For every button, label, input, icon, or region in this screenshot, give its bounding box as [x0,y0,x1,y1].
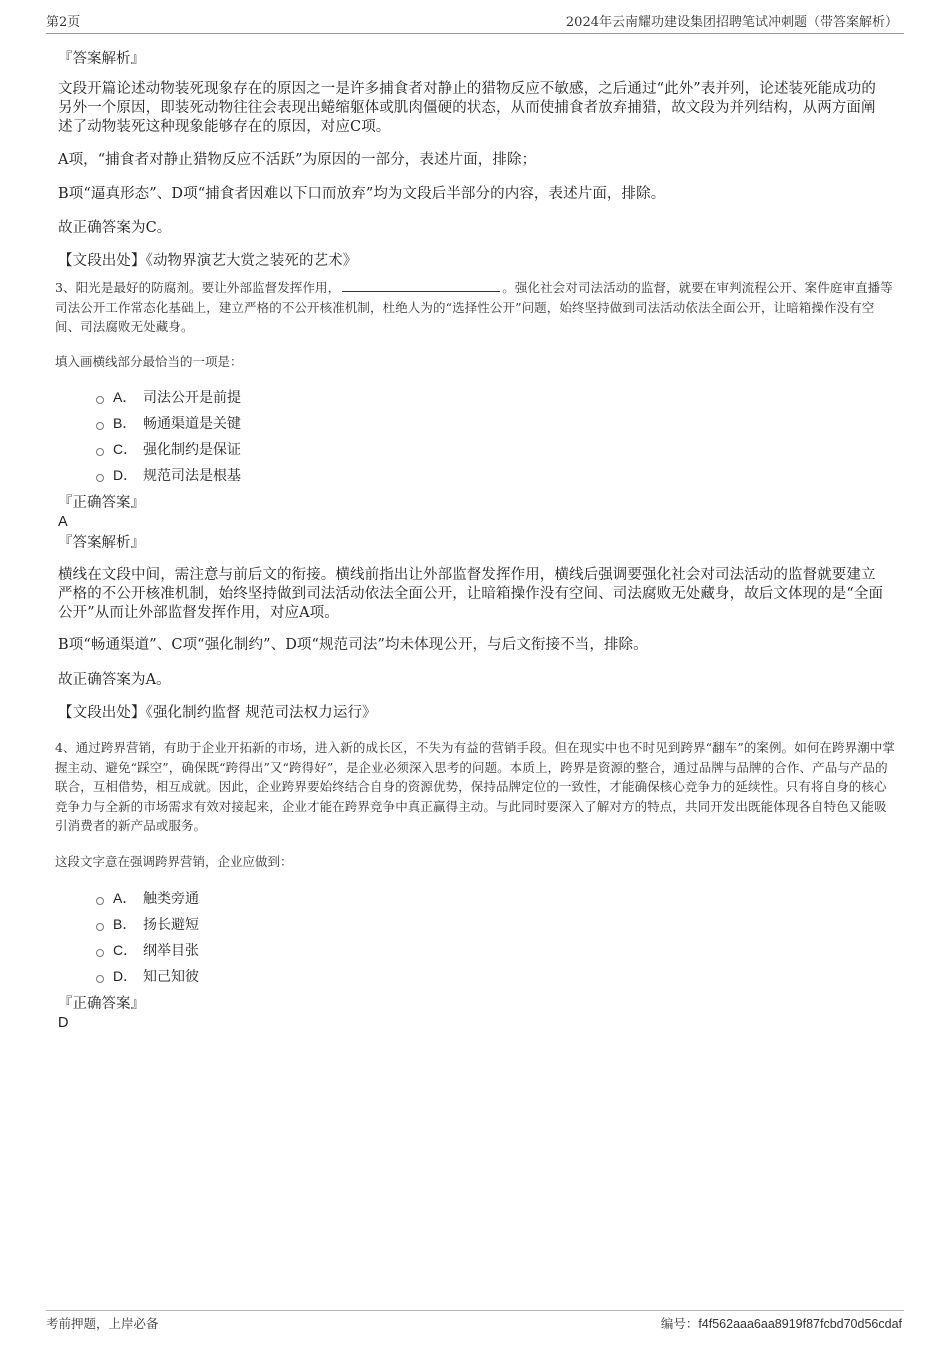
q2-analysis-tag: 『答案解析』 [58,51,145,67]
q2-analysis-paragraph: 文段开篇论述动物装死现象存在的原因之一是许多捕食者对静止的猎物反应不敏感，之后通过“此外”表并列，论述装死能成功的另外一个原因，即装死动物往往会表现出蜷缩躯体或肌肉僵硬的状态，从而使捕食者放弃捕猎，故文段为并列结构，从两方面阐述了动物装死这种现象能够存在的原因，对应C项。 [58,81,877,135]
q3-analysis-paragraph: 横线在文段中间，需注意与前后文的衔接。横线前指出让外部监督发挥作用，横线后强调要强化社会对司法活动的监督就要建立严格的不公开核准机制，始终坚持做到司法活动依法全面公开，让暗箱操作没有空间、司法腐败无处藏身，故后文体现的是“全面公开”从而让外部监督发挥作用，对应A项。 [58,567,884,621]
document-title: 2024年云南耀功建设集团招聘笔试冲刺题（带答案解析） [565,15,898,30]
q3-option-d[interactable]: D． 规范司法是根基 [96,465,241,485]
page-header [46,14,904,34]
q3-stem-before: 3、阳光是最好的防腐剂。要让外部监督发挥作用， [55,280,341,295]
radio-icon[interactable] [96,897,104,905]
q4-stem: 4、通过跨界营销，有助于企业开拓新的市场，进入新的成长区，不失为有益的营销手段。但在现实中也不时见到跨界“翻车”的案例。如何在跨界潮中掌握主动、避免“踩空”，确保既“跨得出”又“跨得好”，是企业必须深入思考的问题。本质上，跨界是资源的整合，通过品牌与品牌的合作、产品与产品的联合，互相借势，相互成就。因此，企业跨界要始终结合自身的资源优势，保持品牌定位的一致性，才能确保核心竞争力的延续性。只有将自身的核心竞争力与全新的市场需求有效对接起来，企业才能在跨界竞争中真正赢得主动。与此同时要深入了解对方的特点，共同开发出既能体现各自特色又能吸引消费者的新产品或服务。 [55,740,896,833]
q4-answer-tag: 『正确答案』 [58,996,145,1012]
q3-prompt: 填入画横线部分最恰当的一项是： [55,354,243,369]
page-number: 第2页 [46,15,81,30]
q4-prompt: 这段文字意在强调跨界营销，企业应做到： [55,854,293,869]
q3-analysis-tag: 『答案解析』 [58,535,145,551]
q3-stem-after: 。强化社会对司法活动的监督，就要在审判流程公开、案件庭审直播等司法公开工作常态化基础上，建立严格的不公开核准机制，杜绝人为的“选择性公开”问题，始终坚持做到司法活动依法全面公开，让暗箱操作没有空间、司法腐败无处藏身。 [55,280,893,334]
radio-icon[interactable] [96,474,104,482]
q2-option-a-note: A项，“捕食者对静止猎物反应不活跃”为原因的一部分，表述片面，排除； [58,152,537,168]
radio-icon[interactable] [96,396,104,404]
radio-icon[interactable] [96,949,104,957]
q4-option-b[interactable]: B． 扬长避短 [96,914,199,934]
q2-conclusion: 故正确答案为C。 [58,220,172,236]
q3-blank-line [342,279,500,292]
q3-conclusion: 故正确答案为A。 [58,672,171,688]
q3-stem [55,278,897,337]
q3-answer-tag: 『正确答案』 [58,495,145,511]
q3-answer: A [58,514,68,530]
radio-icon[interactable] [96,422,104,430]
footer-slogan: 考前押题，上岸必备 [46,1316,159,1331]
q2-option-bd-note: B项“逼真形态”、D项“捕食者因难以下口而放弃”均为文段后半部分的内容，表述片面，排除。 [58,186,666,202]
q3-option-a[interactable]: A． 司法公开是前提 [96,387,241,407]
q3-option-b[interactable]: B． 畅通渠道是关键 [96,413,241,433]
q4-answer: D [58,1015,69,1031]
q2-source: 【文段出处】《动物界演艺大赏之装死的艺术》 [58,253,358,269]
q3-option-bcd-note: B项“畅通渠道”、C项“强化制约”、D项“规范司法”均未体现公开，与后文衔接不当，排除。 [58,637,648,653]
page-footer [46,1310,904,1331]
footer-code-label: 编号： [660,1316,699,1331]
radio-icon[interactable] [96,448,104,456]
q4-option-d[interactable]: D． 知己知彼 [96,966,199,986]
q3-option-c[interactable]: C． 强化制约是保证 [96,439,241,459]
footer-code [661,1315,902,1333]
q4-option-a[interactable]: A． 触类旁通 [96,888,199,908]
footer-code-value: f4f562aaa6aa8919f87fcbd70d56cdaf [698,1317,902,1331]
radio-icon[interactable] [96,923,104,931]
radio-icon[interactable] [96,975,104,983]
q4-option-c[interactable]: C． 纲举目张 [96,940,199,960]
q3-source: 【文段出处】《强化制约监督 规范司法权力运行》 [58,705,377,721]
